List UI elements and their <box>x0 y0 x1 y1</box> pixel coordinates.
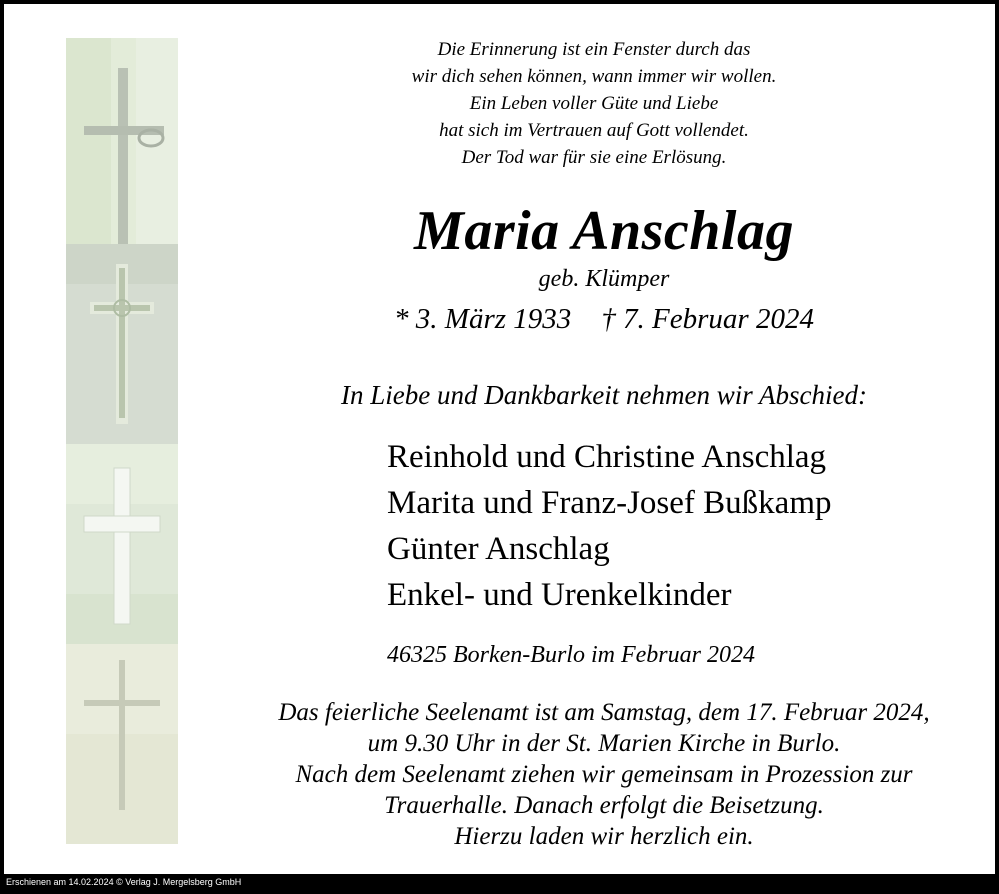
death-date: † 7. Februar 2024 <box>601 303 814 335</box>
service-line: Das feierliche Seelenamt ist am Samstag, dem 17. Februar 2024, <box>278 699 930 726</box>
mourners-list <box>387 434 832 618</box>
quote-line: wir dich sehen können, wann immer wir wollen. <box>411 66 777 87</box>
memorial-quote <box>334 36 854 171</box>
service-line: um 9.30 Uhr in der St. Marien Kirche in Burlo. <box>367 730 841 757</box>
cross-photo-strip <box>66 38 178 844</box>
quote-line: Der Tod war für sie eine Erlösung. <box>461 147 727 168</box>
mourner-entry: Reinhold und Christine Anschlag <box>387 439 827 475</box>
wooden-cross-photo <box>66 38 178 244</box>
quote-line: Die Erinnerung ist ein Fenster durch das <box>437 39 751 60</box>
publication-footer: Erschienen am 14.02.2024 © Verlag J. Mergelsberg GmbH <box>6 877 242 887</box>
place-and-date: 46325 Borken-Burlo im Februar 2024 <box>387 642 755 668</box>
mourner-entry: Günter Anschlag <box>387 531 610 567</box>
ornate-cross-photo <box>66 244 178 444</box>
mourner-entry: Enkel- und Urenkelkinder <box>387 577 732 613</box>
service-details <box>204 697 999 852</box>
deceased-name: Maria Anschlag <box>414 200 794 262</box>
service-line: Nach dem Seelenamt ziehen wir gemeinsam in Prozession zur <box>295 761 913 788</box>
quote-line: Ein Leben voller Güte und Liebe <box>469 93 719 114</box>
service-line: Hierzu laden wir herzlich ein. <box>454 823 754 850</box>
farewell-text: In Liebe und Dankbarkeit nehmen wir Abschied: <box>341 380 867 410</box>
mourner-entry: Marita und Franz-Josef Bußkamp <box>387 485 832 521</box>
quote-line: hat sich im Vertrauen auf Gott vollendet. <box>439 120 749 141</box>
service-line: Trauerhalle. Danach erfolgt die Beisetzung. <box>384 792 824 819</box>
life-dates <box>304 302 904 336</box>
obituary-card <box>4 4 995 874</box>
birth-name: geb. Klümper <box>538 266 670 292</box>
grave-cross-photo <box>66 644 178 844</box>
white-cross-photo <box>66 444 178 644</box>
birth-date: * 3. März 1933 <box>394 303 572 335</box>
